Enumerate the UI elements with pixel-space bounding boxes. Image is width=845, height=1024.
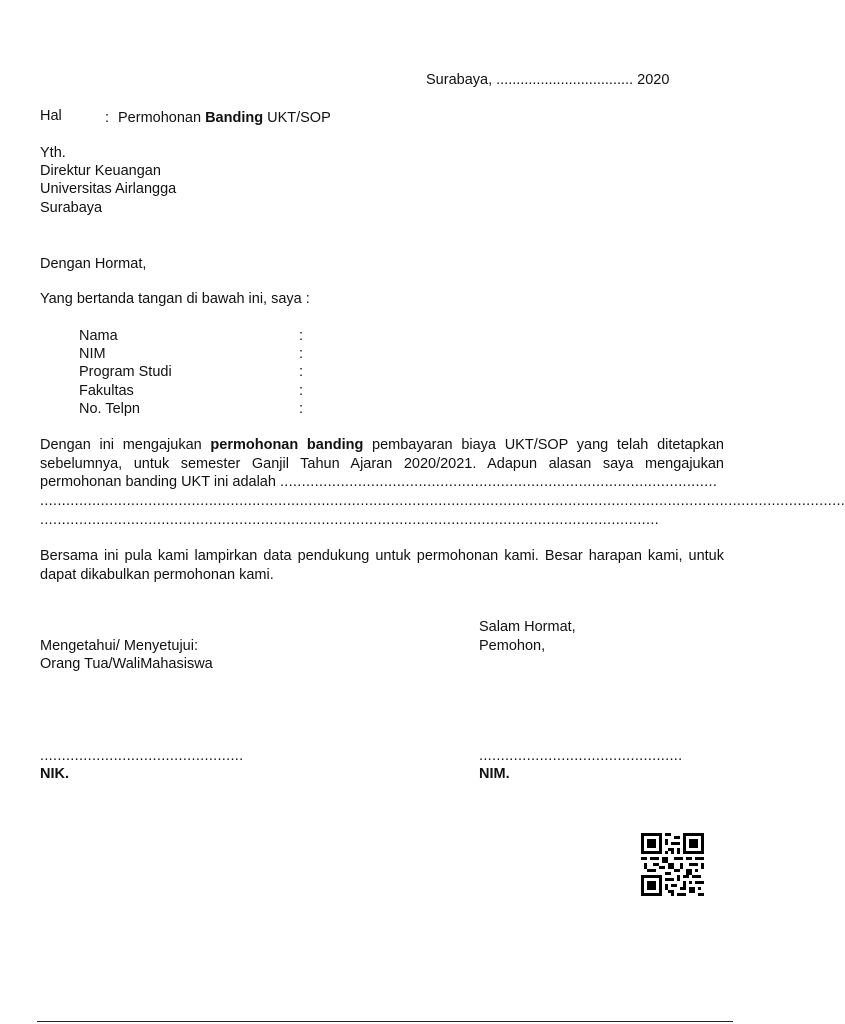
recipient-line: Direktur Keuangan: [40, 163, 161, 180]
recipient-block: [40, 144, 176, 217]
field-colon: :: [299, 346, 304, 363]
dots-fill: ...............................................................................................................................................: [40, 512, 659, 528]
field-colon: :: [299, 328, 304, 344]
subject-label: Hal: [40, 108, 62, 124]
applicant-nim-label: NIM.: [479, 766, 510, 782]
guardian-nik-label: NIK.: [40, 766, 69, 782]
closing-salutation: Salam Hormat,: [479, 619, 576, 635]
applicant-role: Pemohon,: [479, 638, 546, 654]
subject-colon: :: [105, 110, 110, 126]
field-label: NIM: [79, 346, 106, 363]
subject-suffix: UKT/SOP: [263, 110, 331, 126]
field-colon: :: [299, 400, 304, 417]
recipient-line: Universitas Airlangga: [40, 181, 177, 198]
p1-bold: permohonan banding: [210, 437, 364, 453]
field-no-telpn: [79, 400, 319, 418]
guardian-signature-line: [40, 747, 243, 765]
intro-text: Yang bertanda tangan di bawah ini, saya :: [40, 291, 310, 307]
applicant-signature-line: [479, 747, 682, 765]
p1-text-b: pembayaran biaya UKT/SOP yang telah ditetapkan sebelumnya, untuk semester Ganjil Tahun Ajaran 2020/2021. Adapun alasan saya mengajukan permohonan banding UKT ini adalah: [40, 437, 724, 491]
recipient-line: Surabaya: [40, 199, 103, 216]
identity-fields: [79, 327, 319, 418]
subject-bold: Banding: [205, 110, 264, 126]
field-program-studi: [79, 363, 319, 381]
subject-text: [118, 109, 331, 127]
dots-fill: ...............................................: [40, 748, 244, 764]
body-paragraph-1: [40, 436, 724, 492]
field-label: Program Studi: [79, 364, 172, 381]
field-label: Nama: [79, 328, 118, 344]
field-label: Fakultas: [79, 382, 134, 399]
p1-dots-line: [40, 492, 845, 510]
greeting: Dengan Hormat,: [40, 256, 147, 272]
p1-text-a: Dengan ini mengajukan: [40, 437, 211, 453]
page-bottom-rule: [37, 1021, 733, 1022]
p1-dots-last: [40, 511, 659, 529]
body-paragraph-2: Bersama ini pula kami lampirkan data pendukung untuk permohonan kami. Besar harapan kami, untuk dapat dikabulkan permohonan kami.: [40, 548, 724, 583]
dots-fill: ...............................................: [479, 748, 683, 764]
p1-dots-inline: .....................................................................................................: [279, 474, 718, 491]
qr-code-icon: [639, 833, 706, 896]
field-nim: [79, 345, 319, 363]
recipient-line: Yth.: [40, 145, 66, 161]
field-colon: :: [299, 382, 304, 399]
subject-prefix: Permohonan: [118, 110, 206, 126]
place-date: Surabaya, .................................. 2020: [426, 72, 670, 88]
field-fakultas: [79, 382, 319, 400]
acknowledgement-label: Mengetahui/ Menyetujui:: [40, 638, 198, 654]
dots-fill: ..........................................................................................................................................................................................: [40, 493, 845, 509]
field-colon: :: [299, 364, 304, 381]
field-nama: [79, 327, 319, 345]
field-label: No. Telpn: [79, 400, 140, 417]
guardian-role: Orang Tua/WaliMahasiswa: [40, 656, 213, 672]
